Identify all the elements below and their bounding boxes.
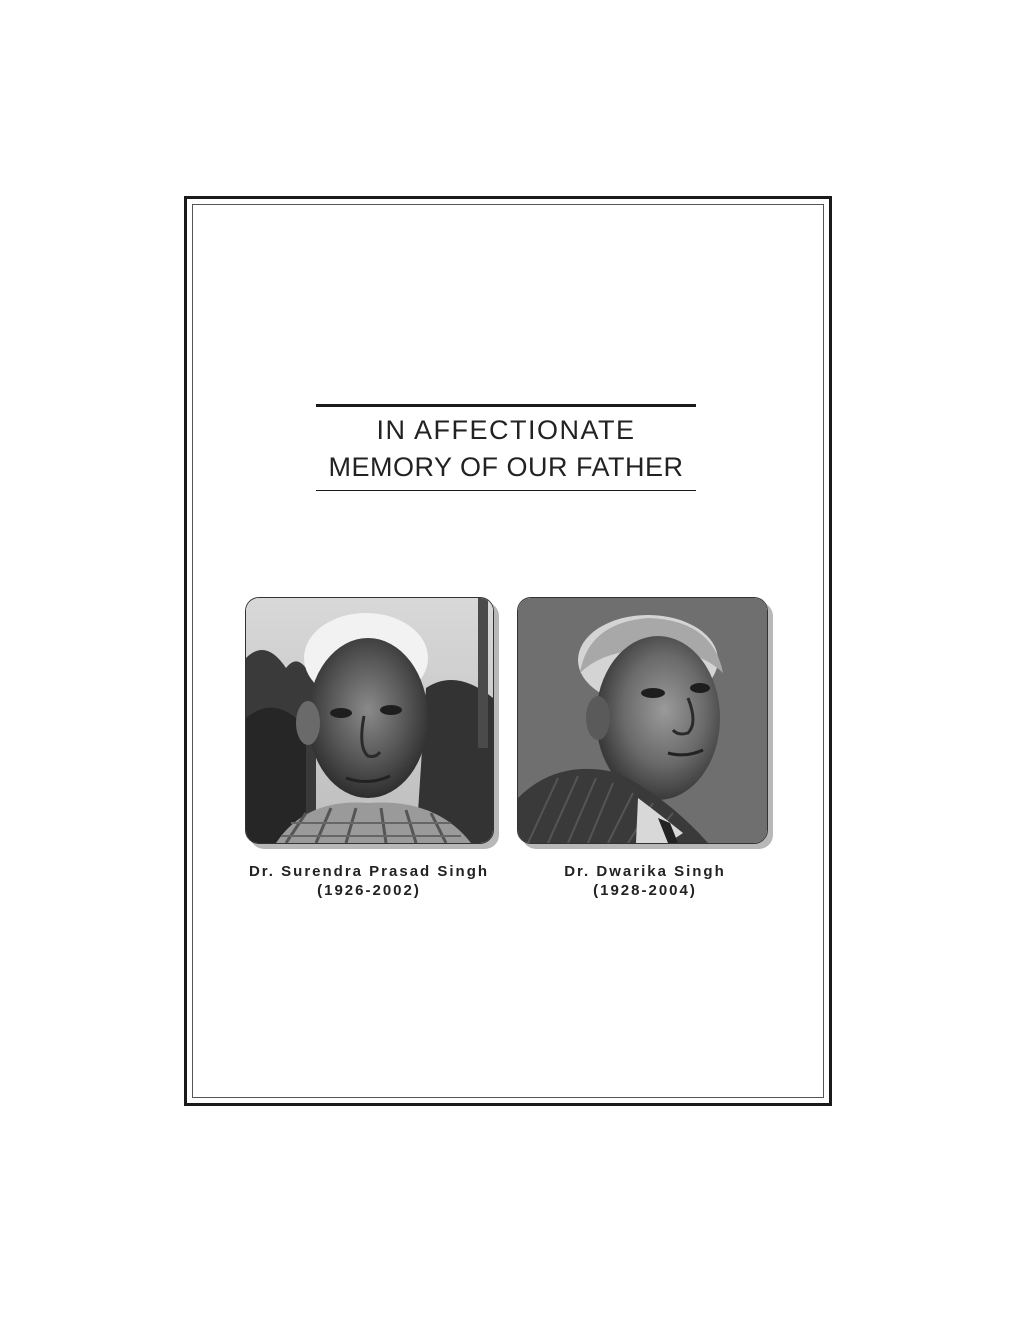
dedication-title-line1: IN AFFECTIONATE [376, 415, 636, 445]
portrait-years-surendra: (1926-2002) [317, 882, 421, 899]
title-rule-top [316, 404, 696, 407]
portrait-photo-dwarika [517, 597, 768, 844]
portrait-name-surendra: Dr. Surendra Prasad Singh [248, 863, 490, 880]
title-rule-bottom [316, 490, 696, 491]
dedication-title [316, 412, 696, 486]
dedication-title-block [316, 404, 696, 491]
portrait-photo-surendra [245, 597, 494, 844]
portrait-caption-dwarika [520, 862, 770, 900]
dedication-title-line2: MEMORY OF OUR FATHER [328, 452, 684, 482]
portrait-caption-surendra [236, 862, 502, 900]
portrait-name-dwarika: Dr. Dwarika Singh [564, 863, 726, 880]
portrait-years-dwarika: (1928-2004) [593, 882, 697, 899]
